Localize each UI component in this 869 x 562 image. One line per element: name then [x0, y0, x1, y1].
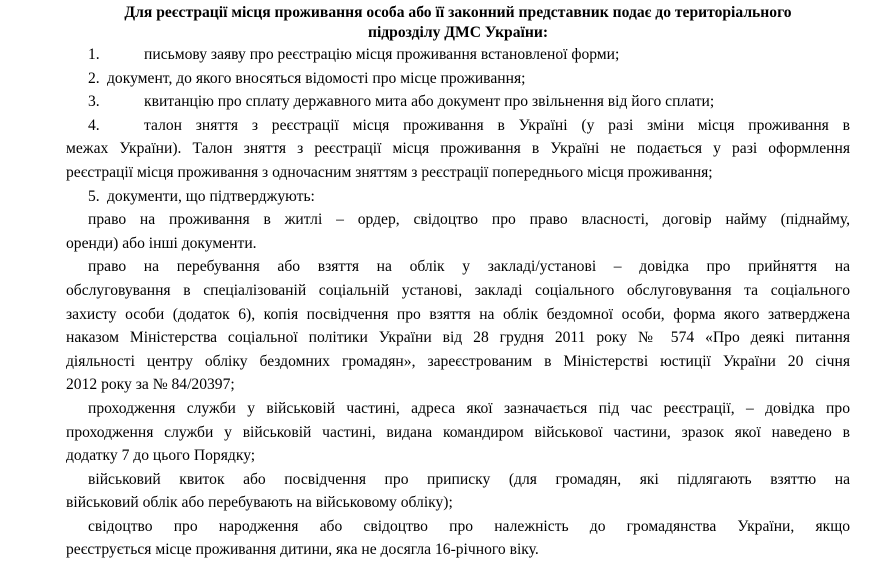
paragraph-institution: обслуговування в спеціалізованій соціальній установі, закладі соціального обслуговування та соціального: [66, 281, 850, 299]
list-item-2: [66, 67, 850, 91]
paragraph-military-service: додатку 7 до цього Порядку;: [66, 447, 256, 465]
title-line: Для реєстрації місця проживання особа або її законний представник подає до територіального: [124, 4, 792, 21]
paragraph-military-service: проходження служби у військовій частині, адреса якої зазначається під час реєстрації, – довідка про: [88, 399, 850, 417]
list-text: талон зняття з реєстрації місця проживання в Україні (у разі зміни місця проживання в: [144, 116, 850, 134]
list-text: документ, до якого вносяться відомості про місце проживання;: [107, 69, 526, 87]
list-text: документи, що підтверджують:: [107, 187, 315, 205]
document-page: [66, 0, 850, 562]
paragraph-institution: захисту особи (додаток 6), копія посвідчення про взяття на облік бездомної особи, форма якого затверджена: [66, 305, 850, 323]
list-number: 5.: [88, 187, 100, 205]
list-item-4: [66, 114, 850, 138]
paragraph-institution: право на перебування або взяття на облік у закладі/установі – довідка про прийняття на: [88, 258, 850, 276]
paragraph-military-id: військовий облік або перебувають на військовому обліку);: [66, 494, 453, 512]
document-title: [66, 0, 850, 43]
list-number: 2.: [88, 69, 100, 87]
paragraph-birth-certificate: свідоцтво про народження або свідоцтво про належність до громадянства України, якщо: [88, 517, 850, 535]
list-text: квитанцію про сплату державного мита або документ про звільнення від його сплати;: [144, 93, 715, 111]
paragraph-housing-right: право на проживання в житлі – ордер, свідоцтво про право власності, договір найму (піднайму,: [88, 211, 850, 229]
paragraph-institution: діяльності центру обліку бездомних громадян», зареєстрованим в Міністерстві юстиції України 20 січня: [66, 352, 850, 370]
paragraph-housing-right: оренди) або інші документи.: [66, 234, 257, 252]
list-item-1: [66, 43, 850, 67]
list-item-4-continuation: межах України). Талон зняття з реєстрації місця проживання в Україні не подається у разі оформлення: [66, 140, 850, 158]
paragraph-institution: наказом Міністерства соціальної політики України від 28 грудня 2011 року № 574 «Про деякі питання: [66, 329, 850, 347]
list-number: 3.: [88, 93, 100, 111]
title-line: підрозділу ДМС України:: [367, 24, 549, 41]
list-number: 4.: [88, 116, 100, 134]
list-number: 1.: [88, 46, 100, 63]
list-item-3: [66, 90, 850, 114]
list-item-4-continuation: реєстрації місця проживання з одночасним зняттям з реєстрації попереднього місця проживання;: [66, 163, 713, 181]
list-text: письмову заяву про реєстрацію місця проживання встановленої форми;: [144, 46, 620, 63]
paragraph-institution: 2012 року за № 84/20397;: [66, 376, 235, 394]
paragraph-military-id: військовий квиток або посвідчення про приписку (для громадян, які підлягають взяттю на: [88, 470, 850, 488]
list-item-5: [66, 185, 850, 209]
paragraph-birth-certificate: реєструється місце проживання дитини, яка не досягла 16-річного віку.: [66, 541, 539, 559]
paragraph-military-service: проходження служби у військовій частині, видана командиром військової частини, зразок якої наведено в: [66, 423, 850, 441]
